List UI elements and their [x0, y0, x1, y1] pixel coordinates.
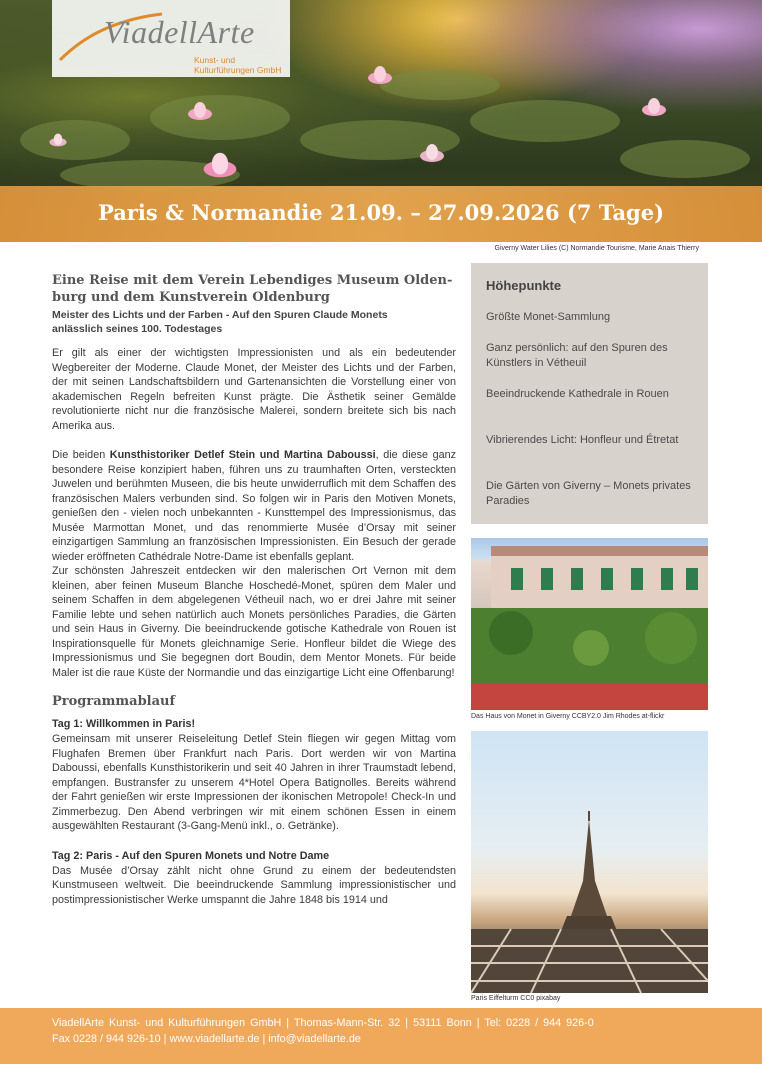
eiffel-tower-photo [471, 731, 708, 993]
guides-names: Kunsthistoriker Detlef Stein und Martina Daboussi [109, 449, 376, 461]
footer [0, 1008, 762, 1064]
highlight-item: Ganz persönlich: auf den Spuren des Künstlers in Vétheuil [486, 342, 668, 369]
photo2-caption: Paris Eiffelturm CC0 pixabay [471, 995, 561, 1002]
intro-subtitle [52, 308, 456, 336]
intro-subtitle-line1: Meister des Lichts und der Farben - Auf den Spuren Claude Monets [52, 309, 388, 321]
intro-title-line2: burg und dem Kunstverein Oldenburg [52, 290, 330, 305]
main-column [52, 272, 456, 907]
intro-title [52, 272, 456, 306]
day1-text: Gemeinsam mit unserer Reiseleitung Detlef Stein fliegen wir gegen Mittag vom Flughafen Bremen über Frankfurt nach Paris. Dort werden wir von Martina Daboussi, ebenfalls Kunsthistorikerin und seit 40 Jahren in ihrer Traumstadt lebend, empfangen. Bustransfer zu unserem 4*Hotel Opera Batignolles. Bereits während der Fahrt genießen wir erste Impressionen der ikonischen Metropole! Check-In und Zimmerbezug. Den Abend verbringen wir mit einem schönen Essen in einem ausgewählten Restaurant (3-Gang-Menü inkl., o. Getränke). [52, 733, 456, 832]
intro-subtitle-line2: anlässlich seines 100. Todestages [52, 323, 223, 335]
highlight-item: Vibrierendes Licht: Honfleur und Étretat [486, 434, 679, 446]
page-title: Paris & Normandie 21.09. – 27.09.2026 (7 Tage) [97, 200, 665, 225]
highlights-box [471, 263, 708, 524]
hero-image [0, 0, 762, 242]
highlight-item: Die Gärten von Giverny – Monets privates Paradies [486, 480, 691, 507]
para2-start: Die beiden [52, 449, 110, 461]
day2-text: Das Musée d’Orsay zählt nicht ohne Grund zu einem der bedeutendsten Kunstmuseen weltweit. Die beeindruckende Sammlung impressionistischer und postimpressionistischer Werke umspannt die Jahre 1848 bis 1914 und [52, 864, 456, 906]
intro-paragraph-2 [52, 448, 456, 564]
highlight-item: Größte Monet-Sammlung [486, 311, 611, 323]
house-illustration [471, 538, 708, 710]
water-lily-icon [418, 142, 446, 164]
water-lily-icon [640, 96, 668, 118]
programm-title: Programmablauf [52, 694, 176, 709]
monet-house-photo [471, 538, 708, 710]
photo1-caption: Das Haus von Monet in Giverny CCBY2.0 Jim Rhodes at-flickr [471, 713, 665, 720]
day2-title: Tag 2: Paris - Auf den Spuren Monets und Notre Dame [52, 849, 330, 862]
highlights-title: Höhepunkte [486, 278, 562, 293]
hero-credit: Giverny Water Lilies (C) Normandie Tourisme, Marie Anais Thierry [494, 245, 699, 252]
intro-paragraph-1: Er gilt als einer der wichtigsten Impressionisten und als ein bedeutender Wegbereiter der Moderne. Claude Monet, der Meister des Lichts und der Farben, der mit seinen Landschaftsbildern und Gartenansichten die Vorstellung einer von akademischen Regeln befreiten Kunst prägte. Die Ästhetik seiner Gemälde revolutionierte nicht nur die französische Malerei, sondern breitete sich bis nach Amerika aus. [52, 347, 456, 432]
day1-title: Tag 1: Willkommen in Paris! [52, 718, 196, 730]
intro-paragraph-3: Zur schönsten Jahreszeit entdecken wir den malerischen Ort Vernon mit dem kleinen, aber feinen Museum Blanche Hoschedé-Monet, spüren dem Maler und seinem Schaffen in dem abgelegenen Vétheuil nach, wo er drei Jahre mit seiner Familie lebte und sehen natürlich auch Monets persönliches Paradies, die Gärten und sein Haus in Giverny. Die beeindruckende gotische Kathedrale von Rouen ist Inspirationsquelle für Monets gleichnamige Serie. Honfleur bildet die Wiege des Impressionismus und Sie begegnen dort Boudin, dem Mentor Monets. Für beide Maler ist die raue Küste der Normandie und das einzigartige Licht eine Offenbarung! [52, 565, 456, 679]
water-lily-icon [48, 132, 68, 148]
water-lily-icon [366, 64, 394, 86]
highlight-item: Beeindruckende Kathedrale in Rouen [486, 388, 669, 400]
eiffel-illustration [471, 731, 708, 993]
water-lily-icon [186, 100, 214, 122]
logo-subtitle: Kunst- und Kulturführungen GmbH [194, 55, 282, 75]
footer-contact: Fax 0228 / 944 926-10 | www.viadellarte.de | info@viadellarte.de [52, 1033, 361, 1045]
para2-rest: , die diese ganz besondere Reise konzipiert haben, führen uns zu traumhaften Orten, versteckten Juwelen und berühmten Museen, die bis heute unwiderruflich mit dem Schaffen des französischen Malers verbunden sind. So folgen wir in Paris den Motiven Monets, genießen den - vielen noch unbekannten - Kunsttempel des Impressionismus, das Musée Marmottan Monet, und das renommierte Musée d’Orsay mit seiner einzigartigen Sammlung an französischen Impressionisten. Ein Besuch der gerade wieder eröffneten Cathédrale Notre-Dame ist ebenfalls geplant. [52, 449, 456, 563]
footer-address: ViadellArte Kunst- und Kulturführungen GmbH | Thomas-Mann-Str. 32 | 53111 Bonn | Tel: 0228 / 944 926-0 [52, 1017, 594, 1029]
logo-name: ViadellArte [104, 14, 255, 50]
intro-title-line1: Eine Reise mit dem Verein Lebendiges Museum Olden- [52, 273, 453, 288]
title-banner [0, 186, 762, 242]
water-lily-icon [200, 150, 240, 180]
company-logo [52, 0, 290, 77]
